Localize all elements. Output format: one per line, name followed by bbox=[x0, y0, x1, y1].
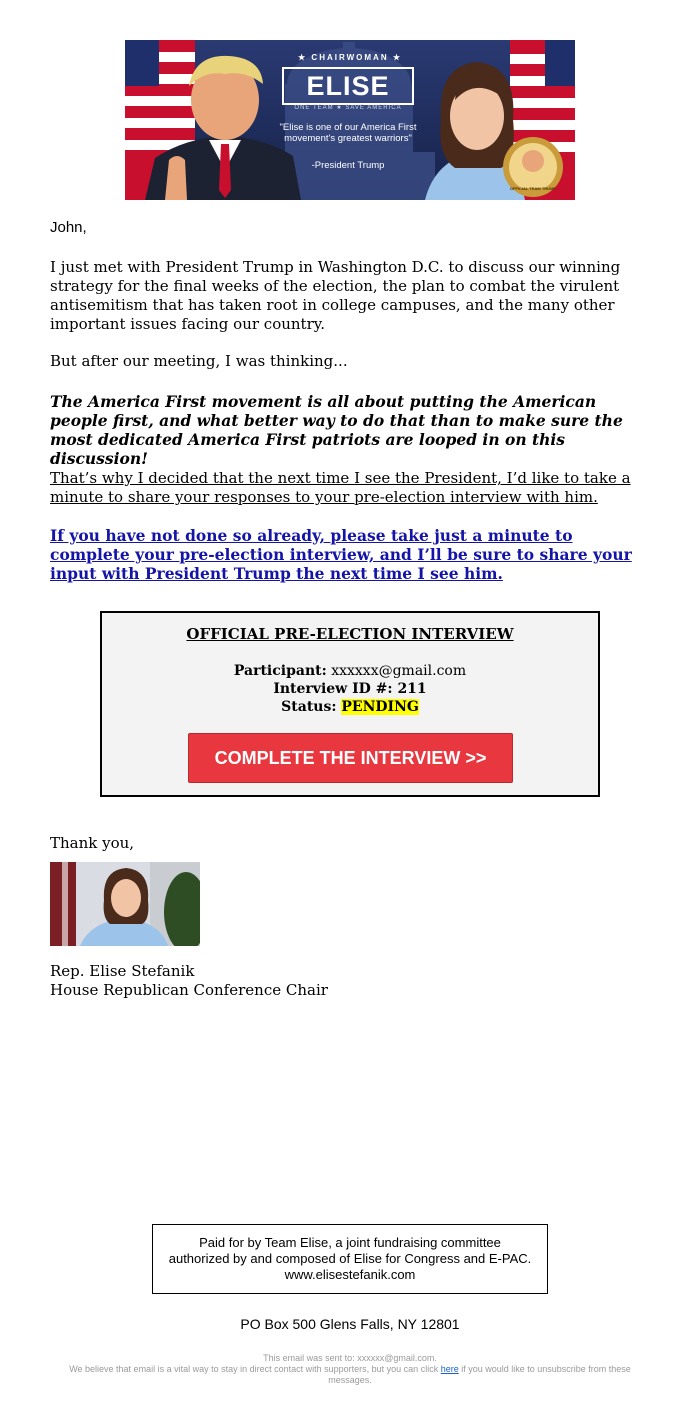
paragraph-emphasis: The America First movement is all about putting the American people first, and what better way to do that than to make sure the most dedicated America First patriots are looped in on this discussion! bbox=[50, 392, 623, 468]
header-banner bbox=[125, 40, 575, 200]
complete-interview-button[interactable]: COMPLETE THE INTERVIEW >> bbox=[188, 733, 513, 783]
thank-you: Thank you, bbox=[50, 834, 135, 852]
chairwoman-label: ★ CHAIRWOMAN ★ bbox=[298, 53, 402, 62]
greeting: John, bbox=[50, 219, 87, 236]
signature-portrait-icon bbox=[50, 862, 200, 946]
elise-logo: ELISE bbox=[306, 71, 390, 101]
paid-for-text: Paid for by Team Elise, a joint fundraising committee authorized by and composed of Elise for Congress and E-PAC. www.elisestefanik.com bbox=[168, 1235, 532, 1282]
interview-id-row bbox=[102, 680, 598, 698]
banner-quote: "Elise is one of our America First movement's greatest warriors" bbox=[279, 122, 417, 144]
status-badge: PENDING bbox=[341, 699, 419, 715]
paid-for-disclaimer bbox=[152, 1224, 548, 1294]
paragraph-share-responses: That’s why I decided that the next time I see the President, I’d like to take a minute to share your responses to your pre-election interview with him. bbox=[50, 469, 631, 506]
participant-label: Participant: bbox=[233, 663, 327, 679]
unsubscribe-notice bbox=[48, 1364, 652, 1386]
participant-value: xxxxxx@gmail.com bbox=[331, 663, 467, 679]
interview-card bbox=[100, 611, 600, 797]
status-label: Status: bbox=[281, 699, 337, 715]
interview-id-label: Interview ID #: bbox=[273, 681, 393, 697]
signature-photo bbox=[50, 862, 200, 946]
badge-label: OFFICIAL TEAM TRUMP bbox=[509, 186, 557, 191]
complete-interview-link[interactable]: If you have not done so already, please take just a minute to complete your pre-election interview, and I’ll be sure to share your input with President Trump the next time I see him. bbox=[50, 526, 632, 583]
unsubscribe-link[interactable]: here bbox=[440, 1364, 459, 1374]
participant-row bbox=[102, 662, 598, 680]
signer-name: Rep. Elise Stefanik bbox=[50, 962, 195, 980]
banner-illustration bbox=[125, 40, 575, 200]
paragraph-thinking: But after our meeting, I was thinking... bbox=[50, 352, 348, 370]
paragraph-meeting: I just met with President Trump in Washington D.C. to discuss our winning strategy for the final weeks of the election, the plan to combat the virulent antisemitism that has taken root in college campuses, and the many other important issues facing our country. bbox=[50, 258, 621, 333]
unsubscribe-text-after: if you would like to unsubscribe from these messages. bbox=[328, 1364, 631, 1385]
banner-quote-attribution: -President Trump bbox=[311, 160, 385, 171]
mailing-address: PO Box 500 Glens Falls, NY 12801 bbox=[240, 1316, 460, 1332]
signer-title: House Republican Conference Chair bbox=[50, 981, 328, 999]
interview-id-value: 211 bbox=[397, 681, 427, 697]
unsubscribe-text-before: We believe that email is a vital way to stay in direct contact with supporters, but you can click bbox=[69, 1364, 441, 1374]
sent-to-notice: This email was sent to: xxxxxx@gmail.com. bbox=[263, 1353, 437, 1363]
logo-tagline: ONE TEAM ★ SAVE AMERICA bbox=[294, 105, 402, 111]
status-row bbox=[102, 698, 598, 716]
interview-title: OFFICIAL PRE-ELECTION INTERVIEW bbox=[186, 625, 514, 643]
